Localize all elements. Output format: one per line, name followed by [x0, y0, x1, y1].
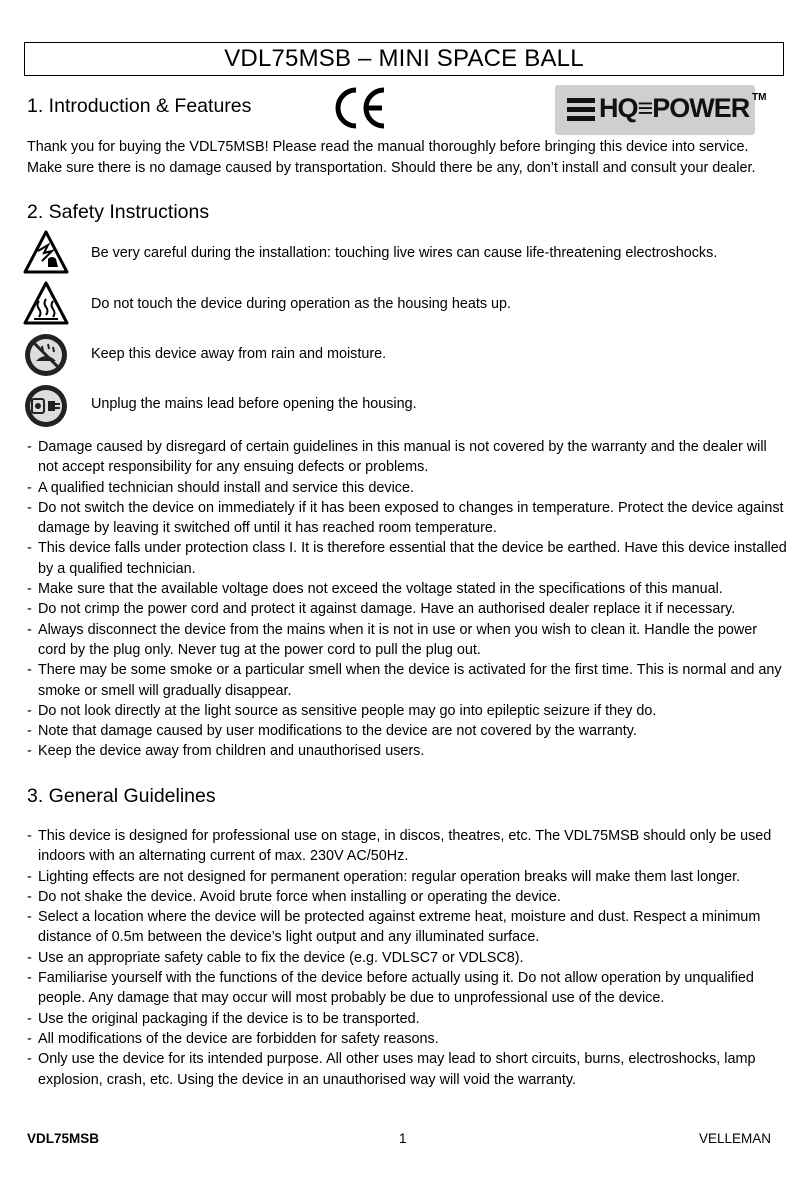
- list-item: - Do not crimp the power cord and protect it against damage. Have an authorised dealer replace it if necessary.: [27, 599, 787, 619]
- guidelines-bullet-list: [27, 826, 787, 1090]
- safety-heading: 2. Safety Instructions: [27, 201, 210, 223]
- list-item: - This device falls under protection class I. It is therefore essential that the device be earthed. Have this device installed by a qualified technician.: [27, 538, 787, 579]
- unplug-mains-icon: [22, 382, 70, 430]
- safety-icon-row: [22, 331, 782, 379]
- logo-stripes-icon: [567, 98, 597, 122]
- list-item: - Do not switch the device on immediately if it has been exposed to changes in temperature. Protect the device against damage by leaving it switched off until it has reached room temperature.: [27, 498, 787, 539]
- ce-mark-icon: [332, 84, 388, 132]
- intro-text: [27, 137, 787, 178]
- document-title: VDL75MSB – MINI SPACE BALL: [24, 42, 784, 76]
- list-item: - Always disconnect the device from the mains when it is not in use or when you wish to clean it. Handle the power cord by the plug only. Never tug at the power cord to pull the plug out.: [27, 620, 787, 661]
- list-item: - Only use the device for its intended purpose. All other uses may lead to short circuits, burns, electroshocks, lamp explosion, crash, etc. Using the device in an unauthorised way will void the warranty.: [27, 1049, 787, 1090]
- list-item: - Select a location where the device will be protected against extreme heat, moisture and dust. Respect a minimum distance of 0.5m between the device’s light output and any illuminated surface.: [27, 907, 787, 948]
- keep-dry-icon: [22, 331, 70, 379]
- list-item: - Make sure that the available voltage does not exceed the voltage stated in the specifications of this manual.: [27, 579, 787, 599]
- intro-line: Thank you for buying the VDL75MSB! Please read the manual thoroughly before bringing this device into service.: [27, 139, 749, 155]
- safety-icon-text: Do not touch the device during operation as the housing heats up.: [91, 296, 512, 312]
- safety-icon-text: Keep this device away from rain and moisture.: [91, 346, 387, 362]
- list-item: - Familiarise yourself with the functions of the device before actually using it. Do not allow operation by unqualified people. Any damage that may occur will most probably be due to unprofessional use of the device.: [27, 968, 787, 1009]
- footer-page-number: 1: [399, 1131, 407, 1146]
- hq-power-logo: [555, 85, 767, 135]
- list-item: - Note that damage caused by user modifications to the device are not covered by the warranty.: [27, 721, 787, 741]
- guidelines-heading: 3. General Guidelines: [27, 785, 216, 807]
- trademark-symbol: TM: [752, 92, 767, 103]
- safety-bullet-list: [27, 437, 787, 762]
- safety-icon-row: [22, 229, 782, 277]
- intro-heading: 1. Introduction & Features: [27, 95, 252, 117]
- list-item: - Do not shake the device. Avoid brute force when installing or operating the device.: [27, 887, 787, 907]
- safety-icon-text: Be very careful during the installation: touching live wires can cause life-threatening electroshocks.: [91, 245, 718, 261]
- list-item: - There may be some smoke or a particular smell when the device is activated for the first time. This is normal and any smoke or smell will gradually disappear.: [27, 660, 787, 701]
- list-item: - All modifications of the device are forbidden for safety reasons.: [27, 1029, 787, 1049]
- footer-company: VELLEMAN: [699, 1131, 772, 1146]
- safety-icon-row: [22, 382, 782, 430]
- list-item: - Keep the device away from children and unauthorised users.: [27, 741, 787, 761]
- logo-text: HQ≡POWER: [599, 93, 750, 123]
- list-item: - Use the original packaging if the device is to be transported.: [27, 1009, 787, 1029]
- hot-surface-warning-icon: [22, 280, 70, 328]
- list-item: - Do not look directly at the light source as sensitive people may go into epileptic seizure if they do.: [27, 701, 787, 721]
- safety-icon-row: [22, 280, 782, 328]
- list-item: - This device is designed for professional use on stage, in discos, theatres, etc. The VDL75MSB should only be used indoors with an alternating current of max. 230V AC/50Hz.: [27, 826, 787, 867]
- electroshock-warning-icon: [22, 229, 70, 277]
- list-item: - A qualified technician should install and service this device.: [27, 478, 787, 498]
- list-item: - Damage caused by disregard of certain guidelines in this manual is not covered by the warranty and the dealer will not accept responsibility for any ensuing defects or problems.: [27, 437, 787, 478]
- safety-icon-text: Unplug the mains lead before opening the housing.: [91, 396, 417, 412]
- list-item: - Lighting effects are not designed for permanent operation: regular operation breaks will make them last longer.: [27, 867, 787, 887]
- list-item: - Use an appropriate safety cable to fix the device (e.g. VDLSC7 or VDLSC8).: [27, 948, 787, 968]
- footer-model: VDL75MSB: [27, 1131, 100, 1146]
- intro-line: Make sure there is no damage caused by transportation. Should there be any, don’t install and consult your dealer.: [27, 159, 756, 176]
